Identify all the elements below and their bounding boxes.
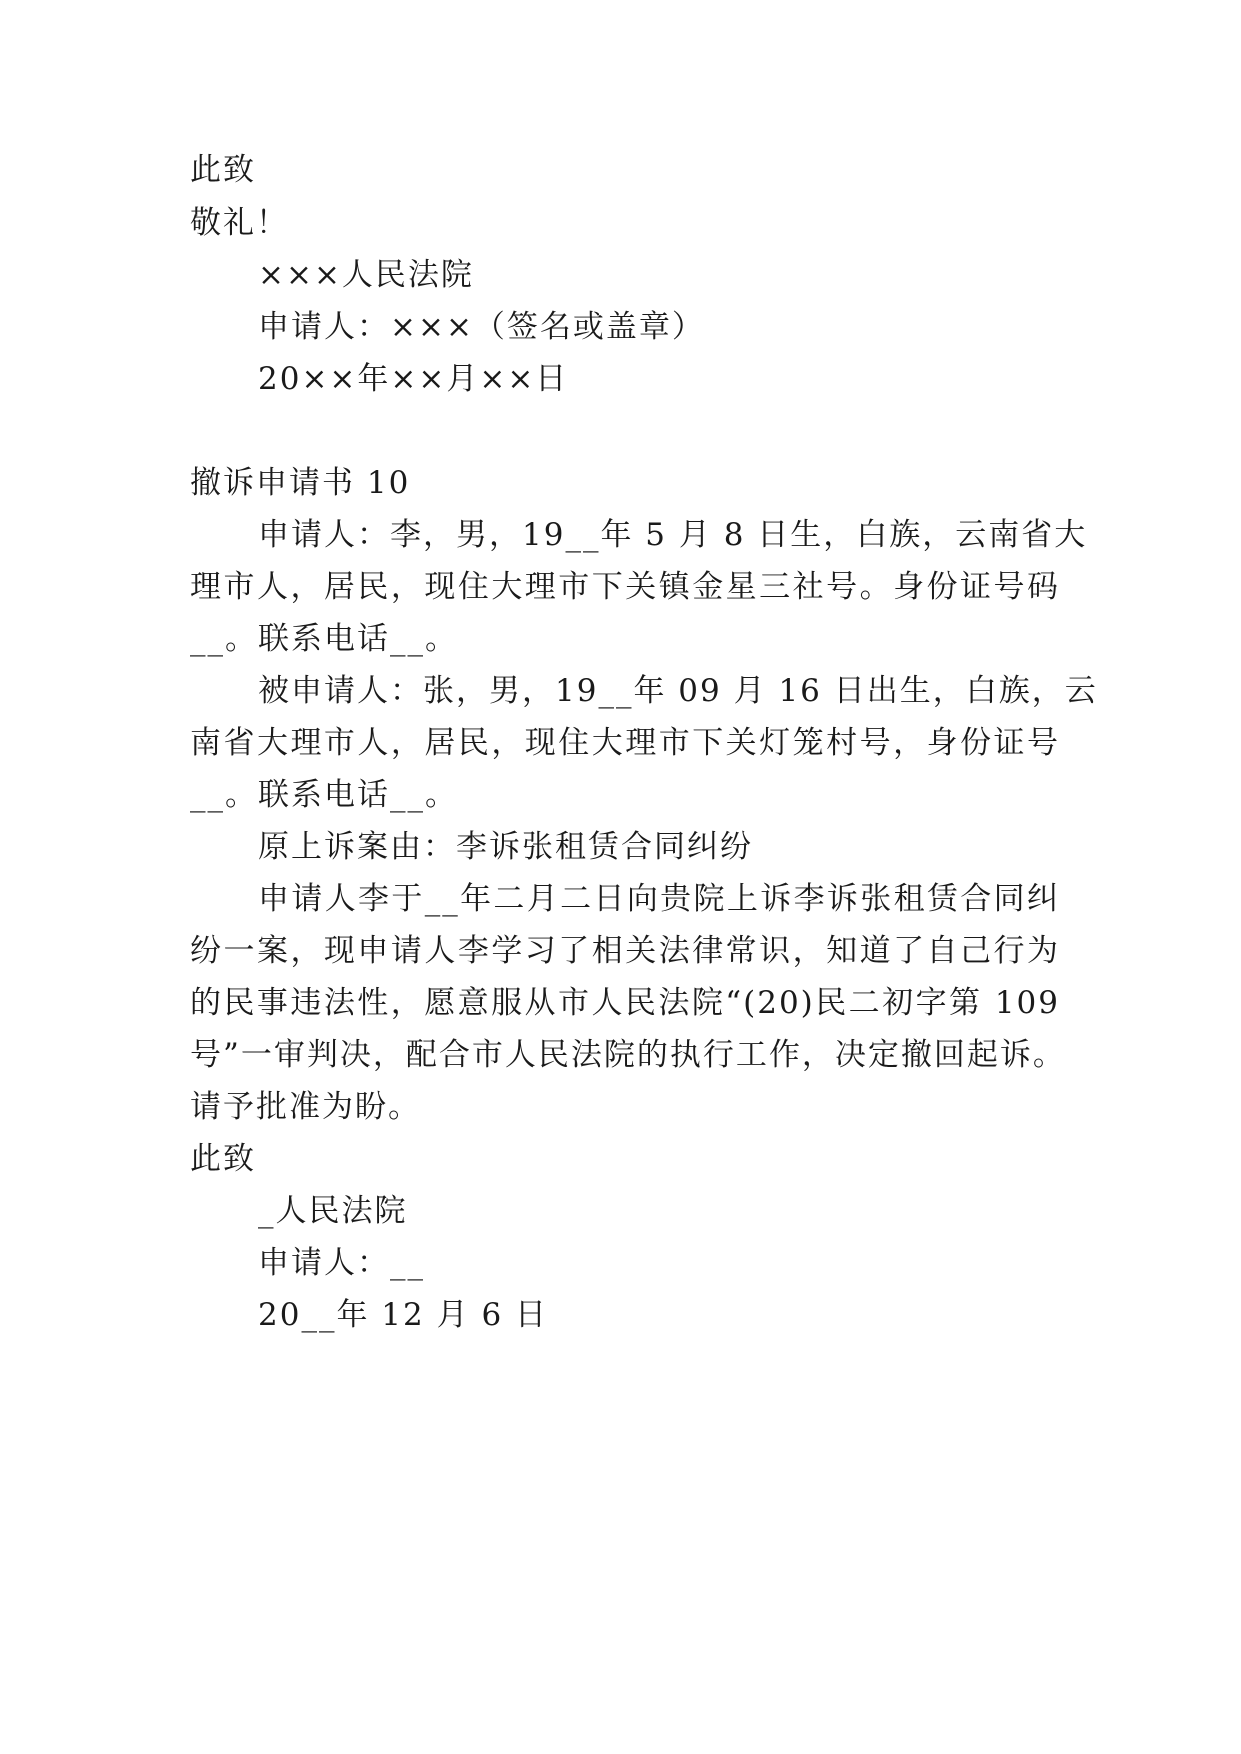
respondent-info-line: __。联系电话__。 [190, 777, 458, 813]
case-reason: 原上诉案由：李诉张租赁合同纠纷 [258, 829, 753, 865]
applicant-info-line: 申请人：李，男，19__年 5 月 8 日生，白族，云南省大 [258, 517, 1088, 553]
body-line: 号”一审判决，配合市人民法院的执行工作，决定撤回起诉。 [190, 1037, 1066, 1073]
closing-applicant: 申请人：×××（签名或盖章） [258, 309, 705, 345]
applicant-info-line: __。联系电话__。 [190, 621, 458, 657]
closing-court-2: _人民法院 [258, 1193, 408, 1229]
body-line: 请予批准为盼。 [190, 1089, 421, 1125]
closing-date: 20××年××月××日 [258, 361, 569, 397]
body-line: 的民事违法性，愿意服从市人民法院“(20)民二初字第 109 [190, 985, 1060, 1021]
respondent-info-line: 被申请人：张，男，19__年 09 月 16 日出生，白族，云 [258, 673, 1098, 709]
closing-salutation-2: 此致 [190, 1141, 256, 1177]
respondent-info-line: 南省大理市人，居民，现住大理市下关灯笼村号，身份证号 [190, 725, 1060, 761]
applicant-info-line: 理市人，居民，现住大理市下关镇金星三社号。身份证号码 [190, 569, 1060, 605]
closing-date-2: 20__年 12 月 6 日 [258, 1297, 549, 1333]
closing-court: ×××人民法院 [258, 257, 474, 293]
body-line: 申请人李于__年二月二日向贵院上诉李诉张租赁合同纠 [258, 881, 1060, 917]
closing-salutation: 此致 [190, 152, 256, 188]
document-title: 撤诉申请书 10 [190, 465, 411, 501]
closing-applicant-2: 申请人：__ [258, 1245, 425, 1281]
body-line: 纷一案，现申请人李学习了相关法律常识，知道了自己行为 [190, 933, 1060, 969]
closing-respect: 敬礼！ [190, 205, 289, 241]
